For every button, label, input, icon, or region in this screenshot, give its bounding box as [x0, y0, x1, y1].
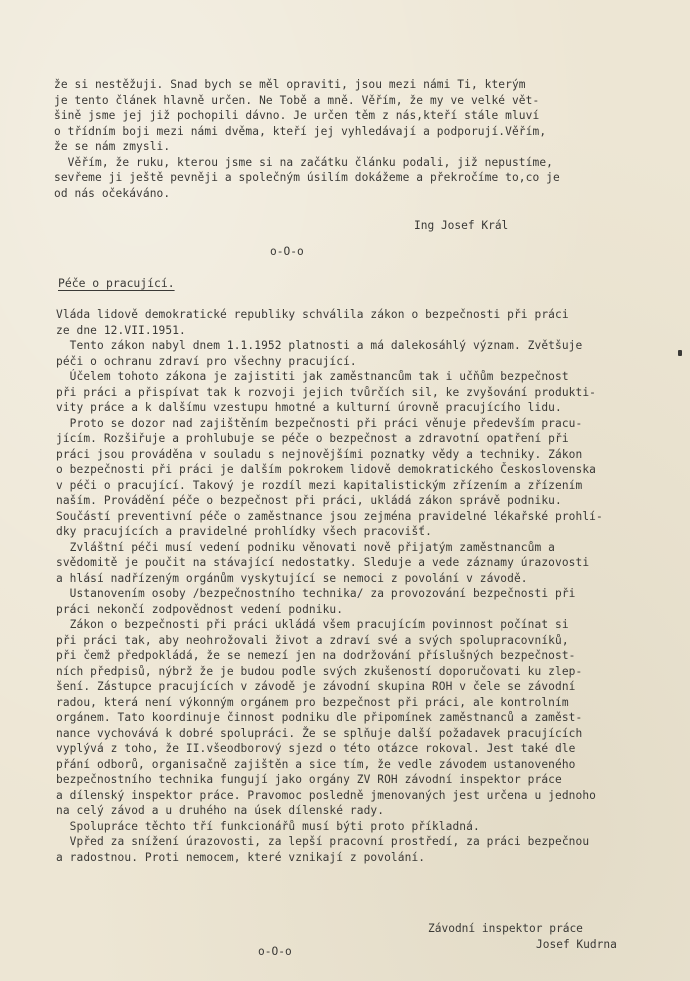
article-line: Součástí preventivní péče o zaměstnance jsou zejména pravidelné lékařské prohlí- — [56, 509, 603, 523]
article-line: při práci tak, aby neohrožovali život a zdraví své a svých spolupracovníků, — [56, 633, 569, 647]
article-line: ze dne 12.VII.1951. — [56, 323, 186, 337]
article-signature-name: Josef Kudrna — [536, 938, 617, 951]
article-line: jícím. Rozšiřuje a prohlubuje se péče o bezpečnost a zdravotní opatření při — [56, 432, 569, 445]
article-text-block — [56, 307, 672, 865]
article-line: při práci a přispívat tak k rozvoji jejich tvůrčích sil, ke zvyšování produkti- — [56, 385, 596, 399]
intro-line: o třídním boji mezi námi dvěma, kteří jej vyhledávají a podporují.Věřím, — [54, 124, 547, 138]
article-line: a radostnou. Proti nemocem, které vznikají z povolání. — [56, 850, 426, 864]
article-line: práci jsou prováděna v souladu s nejnovějšími poznatky vědy a techniky. Zákon — [56, 447, 583, 461]
article-line: Zvláštní péči musí vedení podniku věnovati nově přijatým zaměstnancům a — [56, 540, 555, 554]
article-line: o bezpečnosti při práci je dalším pokrokem lidově demokratického Československa — [56, 463, 596, 476]
article-line: nance vychovává k dobré spolupráci. Že se splňuje další požadavek pracujících — [56, 726, 583, 740]
article-line: ních předpisů, nýbrž že je budou podle svých zkušeností doporučovati ku zlep- — [56, 664, 583, 678]
separator-top: o-O-o — [270, 245, 304, 258]
article-line: vyplývá z toho, že II.všeodborový sjezd o této otázce rokoval. Jest také dle — [56, 742, 576, 755]
intro-line: od nás očekáváno. — [54, 186, 171, 200]
article-line: Vpřed za snížení úrazovosti, za lepší pracovní prostředí, za práci bezpečnou — [56, 835, 590, 848]
article-line: Proto se dozor nad zajištěním bezpečnosti při práci věnuje především pracu- — [56, 416, 583, 430]
article-line: Spolupráce těchto tří funkcionářů musí býti proto příkladná. — [56, 819, 480, 833]
intro-signature: Ing Josef Král — [414, 219, 509, 232]
article-line: orgánem. Tato koordinuje činnost podniku dle připomínek zaměstnanců a zaměst- — [56, 711, 583, 724]
separator-bottom: o-O-o — [258, 945, 292, 958]
article-line: radou, která není výkonným orgánem pro bezpečnost při práci, ale kontrolním — [56, 695, 569, 709]
intro-text-block — [54, 77, 670, 201]
intro-line: šině jsme jej již pochopili dávno. Je určen těm z nás,kteří stále mluví — [54, 109, 540, 122]
article-line: šení. Zástupce pracujících v závodě je závodní skupina ROH v čele se závodní — [56, 680, 576, 693]
article-line: Ustanovením osoby /bezpečnostního technika/ za provozování bezpečnosti při — [56, 587, 576, 600]
article-line: dky pracujících a pravidelné prohlídky všech pracovišť. — [56, 525, 432, 538]
article-signature-role: Závodní inspektor práce — [428, 922, 583, 935]
intro-line: je tento článek hlavně určen. Ne Tobě a mně. Věřím, že my ve velké vět- — [54, 93, 540, 107]
margin-mark — [678, 350, 682, 356]
article-line: Účelem tohoto zákona je zajistiti jak zaměstnancům tak i učňům bezpečnost — [56, 370, 569, 383]
article-title: Péče o pracující. — [58, 276, 175, 290]
intro-line: že se nám zmysli. — [54, 140, 171, 153]
article-line: Vláda lidově demokratické republiky schválila zákon o bezpečnosti při práci — [56, 308, 569, 321]
article-line: bezpečnostního technika fungují jako orgány ZV ROH závodní inspektor práce — [56, 773, 562, 786]
intro-line: sevřeme ji ještě pevněji a společným úsilím dokážeme a překročíme to,co je — [54, 171, 560, 184]
article-line: péči o ochranu zdraví pro všechny pracující. — [56, 354, 357, 368]
article-line: práci nekončí zodpovědnost vedení podniku. — [56, 602, 344, 616]
article-line: přání odborů, organisačně zajištěn a sice tím, že vedle závodem ustanoveného — [56, 757, 576, 771]
intro-line: že si nestěžuji. Snad bych se měl opraviti, jsou mezi námi Ti, kterým — [54, 78, 526, 91]
article-line: svědomitě je poučit na stávající nedostatky. Sleduje a vede záznamy úrazovosti — [56, 556, 590, 569]
article-line: a hlásí nadřízeným orgánům vyskytující se nemoci z povolání v závodě. — [56, 571, 528, 585]
article-line: a dílenský inspektor práce. Pravomoc posledně jmenovaných jest určena u jednoho — [56, 788, 596, 802]
article-line: Tento zákon nabyl dnem 1.1.1952 platnosti a má dalekosáhlý význam. Zvětšuje — [56, 339, 583, 352]
article-line: vity práce a k dalšímu vzestupu hmotné a kulturní úrovně pracujícího lidu. — [56, 401, 562, 414]
article-line: Zákon o bezpečnosti při práci ukládá všem pracujícím povinnost počínat si — [56, 618, 569, 631]
intro-line: Věřím, že ruku, kterou jsme si na začátku článku podali, již nepustíme, — [54, 155, 553, 169]
article-line: na celý závod a u druhého na úsek dílenské rady. — [56, 804, 385, 817]
article-line: naším. Provádění péče o bezpečnost při práci, ukládá zákon správě podniku. — [56, 494, 562, 507]
article-line: v péči o pracující. Takový je rozdíl mezi kapitalistickým zřízením a zřízením — [56, 478, 583, 492]
article-line: při čemž předpokládá, že se nemezí jen na dodržování příslušných bezpečnost- — [56, 649, 576, 662]
